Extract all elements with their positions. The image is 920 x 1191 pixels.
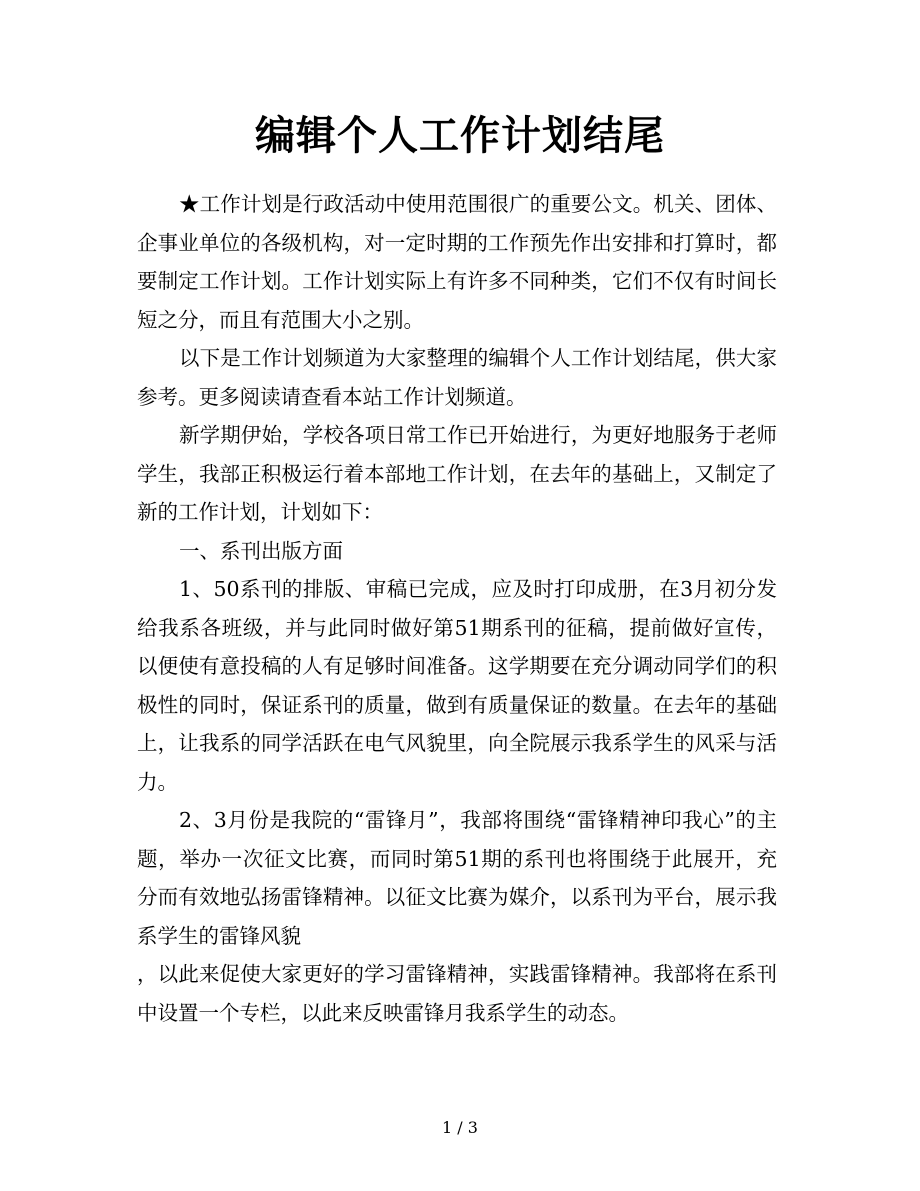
paragraph-intro: ★工作计划是行政活动中使用范围很广的重要公文。机关、团体、企事业单位的各级机构，对一定时期的工作预先作出安排和打算时，都要制定工作计划。工作计划实际上有许多不同种类，它们不仅有时间长短之分，而且有范围大小之别。 xyxy=(137,192,777,332)
paragraph-item-1: 1、50系刊的排版、审稿已完成，应及时打印成册，在3月初分发给我系各班级，并与此同时做好第51期系刊的征稿，提前做好宣传，以便使有意投稿的人有足够时间准备。这学期要在充分调动同学们的积极性的同时，保证系刊的质量，做到有质量保证的数量。在去年的基础上，让我系的同学活跃在电气风貌里，向全院展示我系学生的风采与活力。 xyxy=(137,577,777,794)
section-heading-publication: 一、系刊出版方面 xyxy=(179,538,343,563)
paragraph-item-2-continued: ，以此来促使大家更好的学习雷锋精神，实践雷锋精神。我部将在系刊中设置一个专栏，以此来反映雷锋月我系学生的动态。 xyxy=(137,962,777,1025)
document-title: 编辑个人工作计划结尾 xyxy=(255,112,665,159)
document-body xyxy=(137,185,777,1032)
page-number: 1 / 3 xyxy=(442,1118,478,1137)
paragraph-new-semester: 新学期伊始，学校各项日常工作已开始进行，为更好地服务于老师学生，我部正积极运行着本部地工作计划，在去年的基础上，又制定了新的工作计划，计划如下： xyxy=(137,423,777,524)
paragraph-item-2: 2、3月份是我院的“雷锋月”，我部将围绕“雷锋精神印我心”的主题，举办一次征文比赛，而同时第51期的系刊也将围绕于此展开，充分而有效地弘扬雷锋精神。以征文比赛为媒介，以系刊为平台，展示我系学生的雷锋风貌 xyxy=(137,808,777,948)
paragraph-reference: 以下是工作计划频道为大家整理的编辑个人工作计划结尾，供大家参考。更多阅读请查看本站工作计划频道。 xyxy=(137,346,777,409)
